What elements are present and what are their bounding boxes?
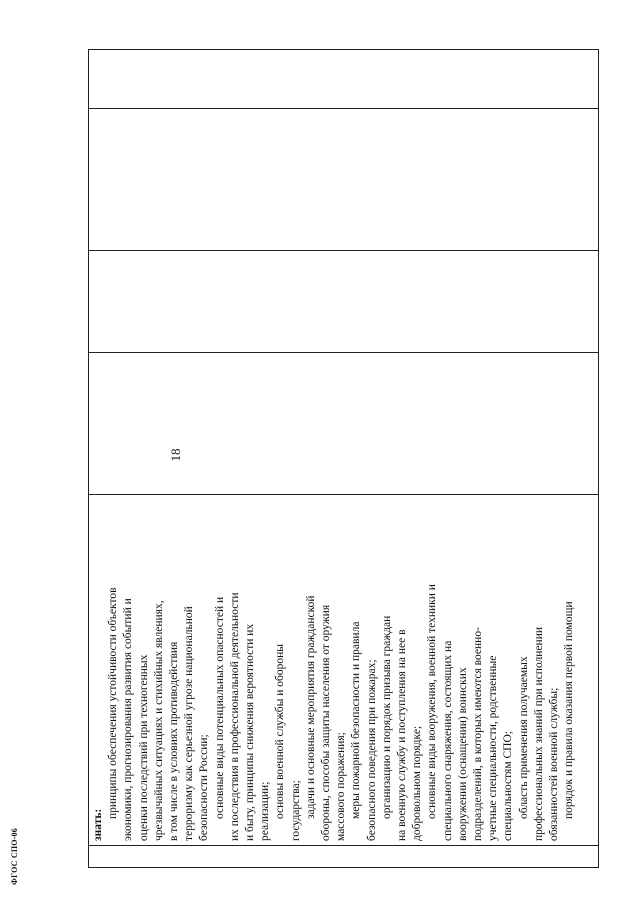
knowledge-line: специального снаряжения, состоящих на <box>441 640 454 841</box>
knowledge-line: и быту, принципы снижения вероятности их <box>244 623 257 841</box>
knowledge-line: в том числе в условиях противодействия <box>168 641 181 841</box>
knowledge-line: задачи и основные мероприятия гражданской <box>304 595 317 819</box>
footer-code: ФГОС СПО-06 <box>10 828 19 885</box>
knowledge-heading: знать: <box>92 808 104 841</box>
knowledge-line: терроризму как серьезной угрозе национальной <box>183 606 196 841</box>
knowledge-line: основные виды вооружения, военной техники и <box>426 584 439 819</box>
table-cell-index <box>89 845 598 867</box>
page-number: 18 <box>168 448 183 462</box>
knowledge-line: организацию и порядок призыва граждан <box>380 615 393 819</box>
knowledge-line: специальностям СПО; <box>502 731 515 841</box>
knowledge-line: безопасного поведения при пожарах; <box>365 659 378 841</box>
knowledge-line: учетные специальности, родственные <box>487 655 500 841</box>
knowledge-line: область применения получаемых <box>517 656 530 819</box>
knowledge-line: оценки последствий при техногенных <box>137 654 150 841</box>
knowledge-line: их последствия в профессиональной деятельности <box>228 592 241 841</box>
knowledge-line: порядок и правила оказания первой помощи <box>563 601 576 819</box>
knowledge-line: на военную службу и поступления на нее в <box>396 629 409 841</box>
table-cell-hours-class <box>89 250 598 352</box>
knowledge-line: государства; <box>289 780 302 841</box>
knowledge-line: обороны, способы защиты населения от оружия <box>320 604 333 841</box>
knowledge-line: чрезвычайных ситуациях и стихийных явлениях, <box>152 600 165 841</box>
table-cell-discipline <box>89 108 598 250</box>
knowledge-line: основные виды потенциальных опасностей и <box>213 596 226 819</box>
knowledge-line: принципы обеспечения устойчивости объектов <box>107 587 120 819</box>
knowledge-line: вооружении (оснащении) воинских <box>456 667 469 841</box>
knowledge-line: безопасности России; <box>198 734 211 841</box>
knowledge-line: профессиональных знаний при исполнении <box>532 626 545 841</box>
table-cell-hours-max <box>89 352 598 494</box>
curriculum-table <box>88 49 599 868</box>
knowledge-list <box>106 501 577 841</box>
knowledge-line: массового поражения; <box>335 732 348 841</box>
knowledge-line: меры пожарной безопасности и правила <box>350 621 363 819</box>
knowledge-line: подразделений, в которых имеются военно- <box>472 627 485 841</box>
knowledge-line: добровольном порядке; <box>411 725 424 841</box>
knowledge-line: обязанностей военной службы; <box>548 687 561 841</box>
knowledge-line: экономики, прогнозирования развития событий и <box>122 598 135 841</box>
knowledge-line: реализации; <box>259 781 272 841</box>
table-cell-knowledge <box>89 494 598 845</box>
table-cell-competencies <box>89 48 598 108</box>
knowledge-line: основы военной службы и обороны <box>274 644 287 819</box>
